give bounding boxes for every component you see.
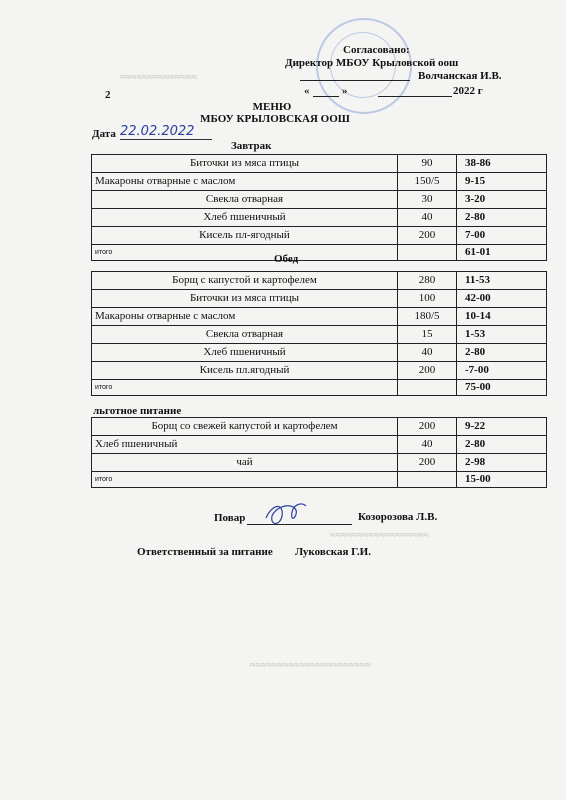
responsible-name: Луковская Г.И. (295, 546, 371, 558)
total-row (92, 472, 547, 488)
dish-price: 7-00 (457, 227, 547, 245)
table-row (92, 173, 547, 191)
bleed-through-text: ≈≈≈≈≈≈≈≈≈≈≈≈≈≈ (120, 72, 197, 83)
table-row (92, 362, 547, 380)
dish-name: чай (92, 454, 398, 472)
dish-price: 2-80 (457, 344, 547, 362)
approval-director: Директор МБОУ Крыловской оош (285, 57, 459, 69)
dish-name: Кисель пл-ягодный (92, 227, 398, 245)
dish-price: 2-80 (457, 209, 547, 227)
lunch-table (91, 271, 547, 396)
total-row (92, 380, 547, 396)
table-row (92, 326, 547, 344)
dish-price: 38-86 (457, 155, 547, 173)
approval-director-name: Волчанская И.В. (418, 70, 502, 82)
dish-qty: 180/5 (398, 308, 457, 326)
dish-price: 1-53 (457, 326, 547, 344)
discount-heading: льготное питание (93, 405, 182, 417)
dish-price: 2-80 (457, 436, 547, 454)
dish-name: Свекла отварная (92, 191, 398, 209)
table-row (92, 308, 547, 326)
approval-agreed: Согласовано: (343, 44, 410, 56)
dish-name: Макароны отварные с маслом (92, 173, 398, 191)
menu-date: 22.02.2022 (120, 124, 212, 140)
dish-name: Макароны отварные с маслом (92, 308, 398, 326)
dish-qty: 280 (398, 272, 457, 290)
cook-label: Повар (214, 512, 246, 524)
total-row (92, 245, 547, 261)
dish-price: 2-98 (457, 454, 547, 472)
dish-name: Хлеб пшеничный (92, 344, 398, 362)
total-label: итого (92, 245, 398, 261)
dish-qty: 150/5 (398, 173, 457, 191)
discount-total: 15-00 (457, 472, 547, 488)
table-row (92, 436, 547, 454)
total-label: итого (92, 380, 398, 396)
dish-name: Биточки из мяса птицы (92, 290, 398, 308)
table-row (92, 454, 547, 472)
approval-month-line (378, 96, 452, 97)
dish-price: 11-53 (457, 272, 547, 290)
table-row (92, 344, 547, 362)
table-row (92, 191, 547, 209)
dish-qty: 200 (398, 454, 457, 472)
dish-qty: 90 (398, 155, 457, 173)
dish-qty: 100 (398, 290, 457, 308)
table-row (92, 418, 547, 436)
dish-qty: 40 (398, 436, 457, 454)
lunch-heading: Обед (274, 253, 299, 265)
dish-name: Кисель пл.ягодный (92, 362, 398, 380)
cook-signature (262, 498, 312, 532)
total-qty-empty (398, 472, 457, 488)
table-row (92, 290, 547, 308)
school-name: МБОУ КРЫЛОВСКАЯ ООШ (200, 113, 350, 125)
dish-price: -7-00 (457, 362, 547, 380)
table-row (92, 272, 547, 290)
total-label: итого (92, 472, 398, 488)
dish-name: Хлеб пшеничный (92, 436, 398, 454)
approval-date-close: » (342, 85, 348, 97)
table-row (92, 227, 547, 245)
table-row (92, 155, 547, 173)
dish-name: Биточки из мяса птицы (92, 155, 398, 173)
approval-year: 2022 г (453, 85, 483, 97)
bleed-through-text: ≈≈≈≈≈≈≈≈≈≈≈≈≈≈≈≈≈≈≈≈≈≈ (250, 660, 371, 671)
table-row (92, 209, 547, 227)
director-signature-line (300, 80, 410, 81)
lunch-total: 75-00 (457, 380, 547, 396)
dish-name: Хлеб пшеничный (92, 209, 398, 227)
dish-qty: 30 (398, 191, 457, 209)
breakfast-heading: Завтрак (231, 140, 272, 152)
approval-day-line (313, 96, 339, 97)
total-qty-empty (398, 380, 457, 396)
dish-qty: 15 (398, 326, 457, 344)
date-label: Дата (92, 128, 116, 140)
breakfast-table (91, 154, 547, 261)
responsible-label: Ответственный за питание (137, 546, 273, 558)
dish-price: 9-15 (457, 173, 547, 191)
dish-name: Свекла отварная (92, 326, 398, 344)
dish-price: 42-00 (457, 290, 547, 308)
page-number: 2 (105, 89, 111, 101)
menu-title: МЕНЮ (252, 101, 292, 113)
dish-name: Борщ с капустой и картофелем (92, 272, 398, 290)
total-qty-empty (398, 245, 457, 261)
breakfast-total: 61-01 (457, 245, 547, 261)
bleed-through-text: ≈≈≈≈≈≈≈≈≈≈≈≈≈≈≈≈≈≈ (330, 530, 429, 541)
dish-price: 9-22 (457, 418, 547, 436)
cook-name: Козорозова Л.В. (358, 511, 438, 523)
dish-name: Борщ со свежей капустой и картофелем (92, 418, 398, 436)
dish-qty: 200 (398, 418, 457, 436)
dish-qty: 40 (398, 209, 457, 227)
dish-qty: 200 (398, 227, 457, 245)
dish-qty: 200 (398, 362, 457, 380)
dish-price: 3-20 (457, 191, 547, 209)
dish-qty: 40 (398, 344, 457, 362)
dish-price: 10-14 (457, 308, 547, 326)
discount-table (91, 417, 547, 488)
approval-date-open: « (304, 85, 310, 97)
